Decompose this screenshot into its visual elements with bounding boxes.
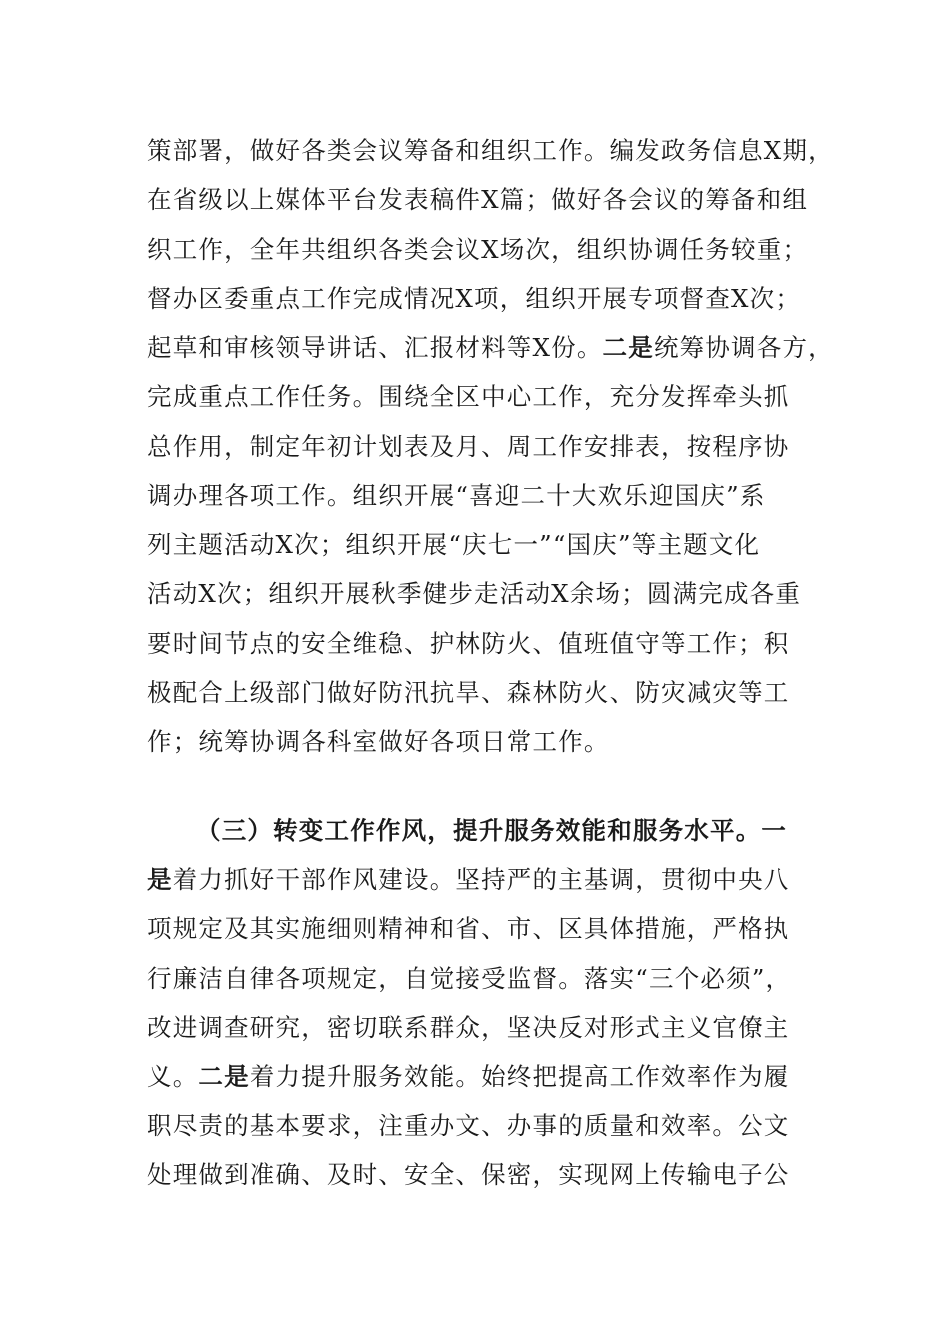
text-run: 统筹协调各方， (653, 333, 834, 362)
text-run: 要时间节点的安全维稳、护林防火、值班值守等工作；积 (147, 628, 790, 658)
bold-text: 二是 (198, 1062, 250, 1091)
bold-text: （三）转变工作作风，提升服务效能和服务水平。一 (196, 816, 788, 845)
text-run: 行廉洁自律各项规定，自觉接受监督。落实“三个必须”， (147, 963, 792, 993)
text-run: 改进调查研究，密切联系群众，坚决反对形式主义官僚主 (147, 1012, 790, 1042)
text-line (147, 281, 801, 317)
text-line (147, 232, 808, 268)
text-run: 完成重点工作任务。围绕全区中心工作，充分发挥牵头抓 (147, 382, 790, 412)
text-line (147, 478, 766, 514)
text-line (196, 813, 787, 849)
text-run: 在省级以上媒体平台发表稿件X篇；做好各会议的筹备和组 (147, 185, 809, 215)
text-run: 处理做到准确、及时、安全、保密，实现网上传输电子公 (147, 1160, 790, 1190)
text-line (147, 1157, 790, 1193)
bold-text: 二是 (602, 333, 654, 362)
text-line (147, 1010, 790, 1046)
text-run: 极配合上级部门做好防汛抗旱、森林防火、防灾减灾等工 (147, 677, 790, 707)
text-run: 活动X次；组织开展秋季健步走活动X余场；圆满完成各重 (147, 579, 802, 609)
text-line (147, 576, 801, 612)
text-run: 作；统筹协调各科室做好各项日常工作。 (147, 727, 610, 756)
text-line (147, 133, 834, 169)
text-run: 督办区委重点工作完成情况X项，组织开展专项督查X次； (147, 283, 802, 313)
text-line (147, 182, 808, 218)
text-line (147, 911, 790, 947)
text-run: 项规定及其实施细则精神和省、市、区具体措施，严格执 (147, 914, 790, 944)
text-line (147, 527, 760, 563)
text-line (147, 429, 790, 465)
text-line (147, 862, 790, 898)
text-run: 策部署，做好各类会议筹备和组织工作。编发政务信息X期， (147, 136, 834, 165)
text-line (147, 330, 834, 366)
text-run: 起草和审核领导讲话、汇报材料等X份。 (147, 333, 603, 362)
text-run: 织工作，全年共组织各类会议X场次，组织协调任务较重； (147, 234, 809, 264)
text-run: 总作用，制定年初计划表及月、周工作安排表，按程序协 (147, 431, 790, 461)
text-run: 调办理各项工作。组织开展“喜迎二十大欢乐迎国庆”系 (147, 480, 766, 510)
text-run: 着力提升服务效能。始终把提高工作效率作为履 (249, 1062, 790, 1091)
text-run: 职尽责的基本要求，注重办文、办事的质量和效率。公文 (147, 1111, 790, 1141)
text-run: 义。 (147, 1062, 199, 1091)
bold-text: 是 (147, 865, 173, 895)
text-line (147, 961, 791, 997)
text-line (147, 1108, 790, 1144)
text-line (147, 675, 790, 711)
text-line (147, 724, 610, 760)
text-run: 列主题活动X次；组织开展“庆七一”“国庆”等主题文化 (147, 530, 761, 559)
text-run: 着力抓好干部作风建设。坚持严的主基调，贯彻中央八 (172, 865, 790, 895)
text-line (147, 379, 790, 415)
text-line (147, 626, 790, 662)
text-line (147, 1059, 790, 1095)
